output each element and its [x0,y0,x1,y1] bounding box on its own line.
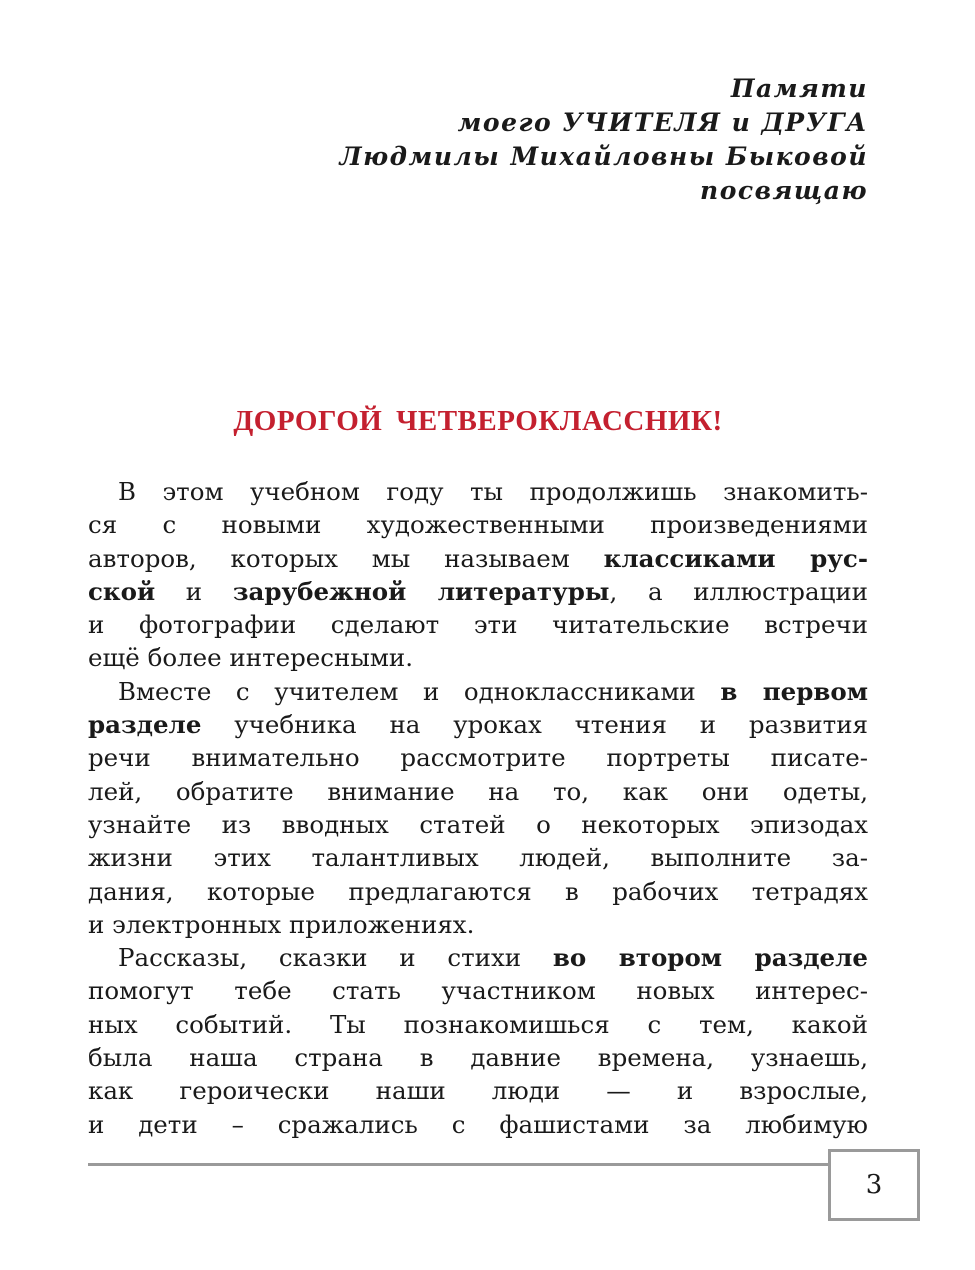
text-line: жизни этих талантливых людей, выполните за- [88,843,868,873]
body-text [88,475,868,1141]
text-line: как героически наши люди — и взрослые, [88,1076,868,1106]
text-line: помогут тебе стать участником новых интерес- [88,976,868,1006]
text-line: дания, которые предлагаются в рабочих тетрадях [88,876,868,906]
text-line: и фотографии сделают эти читательские встречи [88,610,868,640]
bold-term: ской [88,576,156,606]
dedication-line: посвящаю [700,176,868,205]
dedication-line: Людмилы Михайловны Быковой [339,142,868,171]
bold-term: разделе [88,710,202,740]
text-line: лей, обратите внимание на то, как они одеты, [88,776,868,806]
dedication-line: Памяти [730,74,868,103]
text-line: авторов, которых мы называем классиками рус- [88,543,868,573]
footer-rule [88,1163,830,1166]
text-line: разделе учебника на уроках чтения и развития [88,710,868,740]
bold-term: зарубежной литературы [232,576,610,606]
text-line: узнайте из вводных статей о некоторых эпизодах [88,809,868,839]
text-line: Рассказы, сказки и стихи во втором разделе [118,943,868,973]
text-line: ещё более интересными. [88,643,414,673]
text-line: и дети – сражались с фашистами за любимую [88,1109,868,1139]
text-line: В этом учебном году ты продолжишь знакомить- [118,477,868,506]
dedication-line: моего УЧИТЕЛЯ и ДРУГА [457,108,868,137]
text-line: ской и зарубежной литературы, а иллюстрации [88,576,868,606]
text-line: и электронных приложениях. [88,909,475,939]
page-number-box [828,1149,920,1221]
page-title: ДОРОГОЙ ЧЕТВЕРОКЛАССНИК! [233,405,723,437]
bold-term: в первом [720,676,868,706]
bold-term: классиками рус- [603,543,868,573]
text-line: ных событий. Ты познакомишься с тем, какой [88,1009,868,1039]
page-number: 3 [865,1170,883,1200]
text-line: ся с новыми художественными произведениями [88,510,868,540]
text-line: речи внимательно рассмотрите портреты писате- [88,743,868,773]
bold-term: во втором разделе [552,943,868,973]
dedication [340,72,868,208]
text-line: была наша страна в давние времена, узнаешь, [88,1043,868,1073]
text-line: Вместе с учителем и одноклассниками в первом [118,676,868,706]
